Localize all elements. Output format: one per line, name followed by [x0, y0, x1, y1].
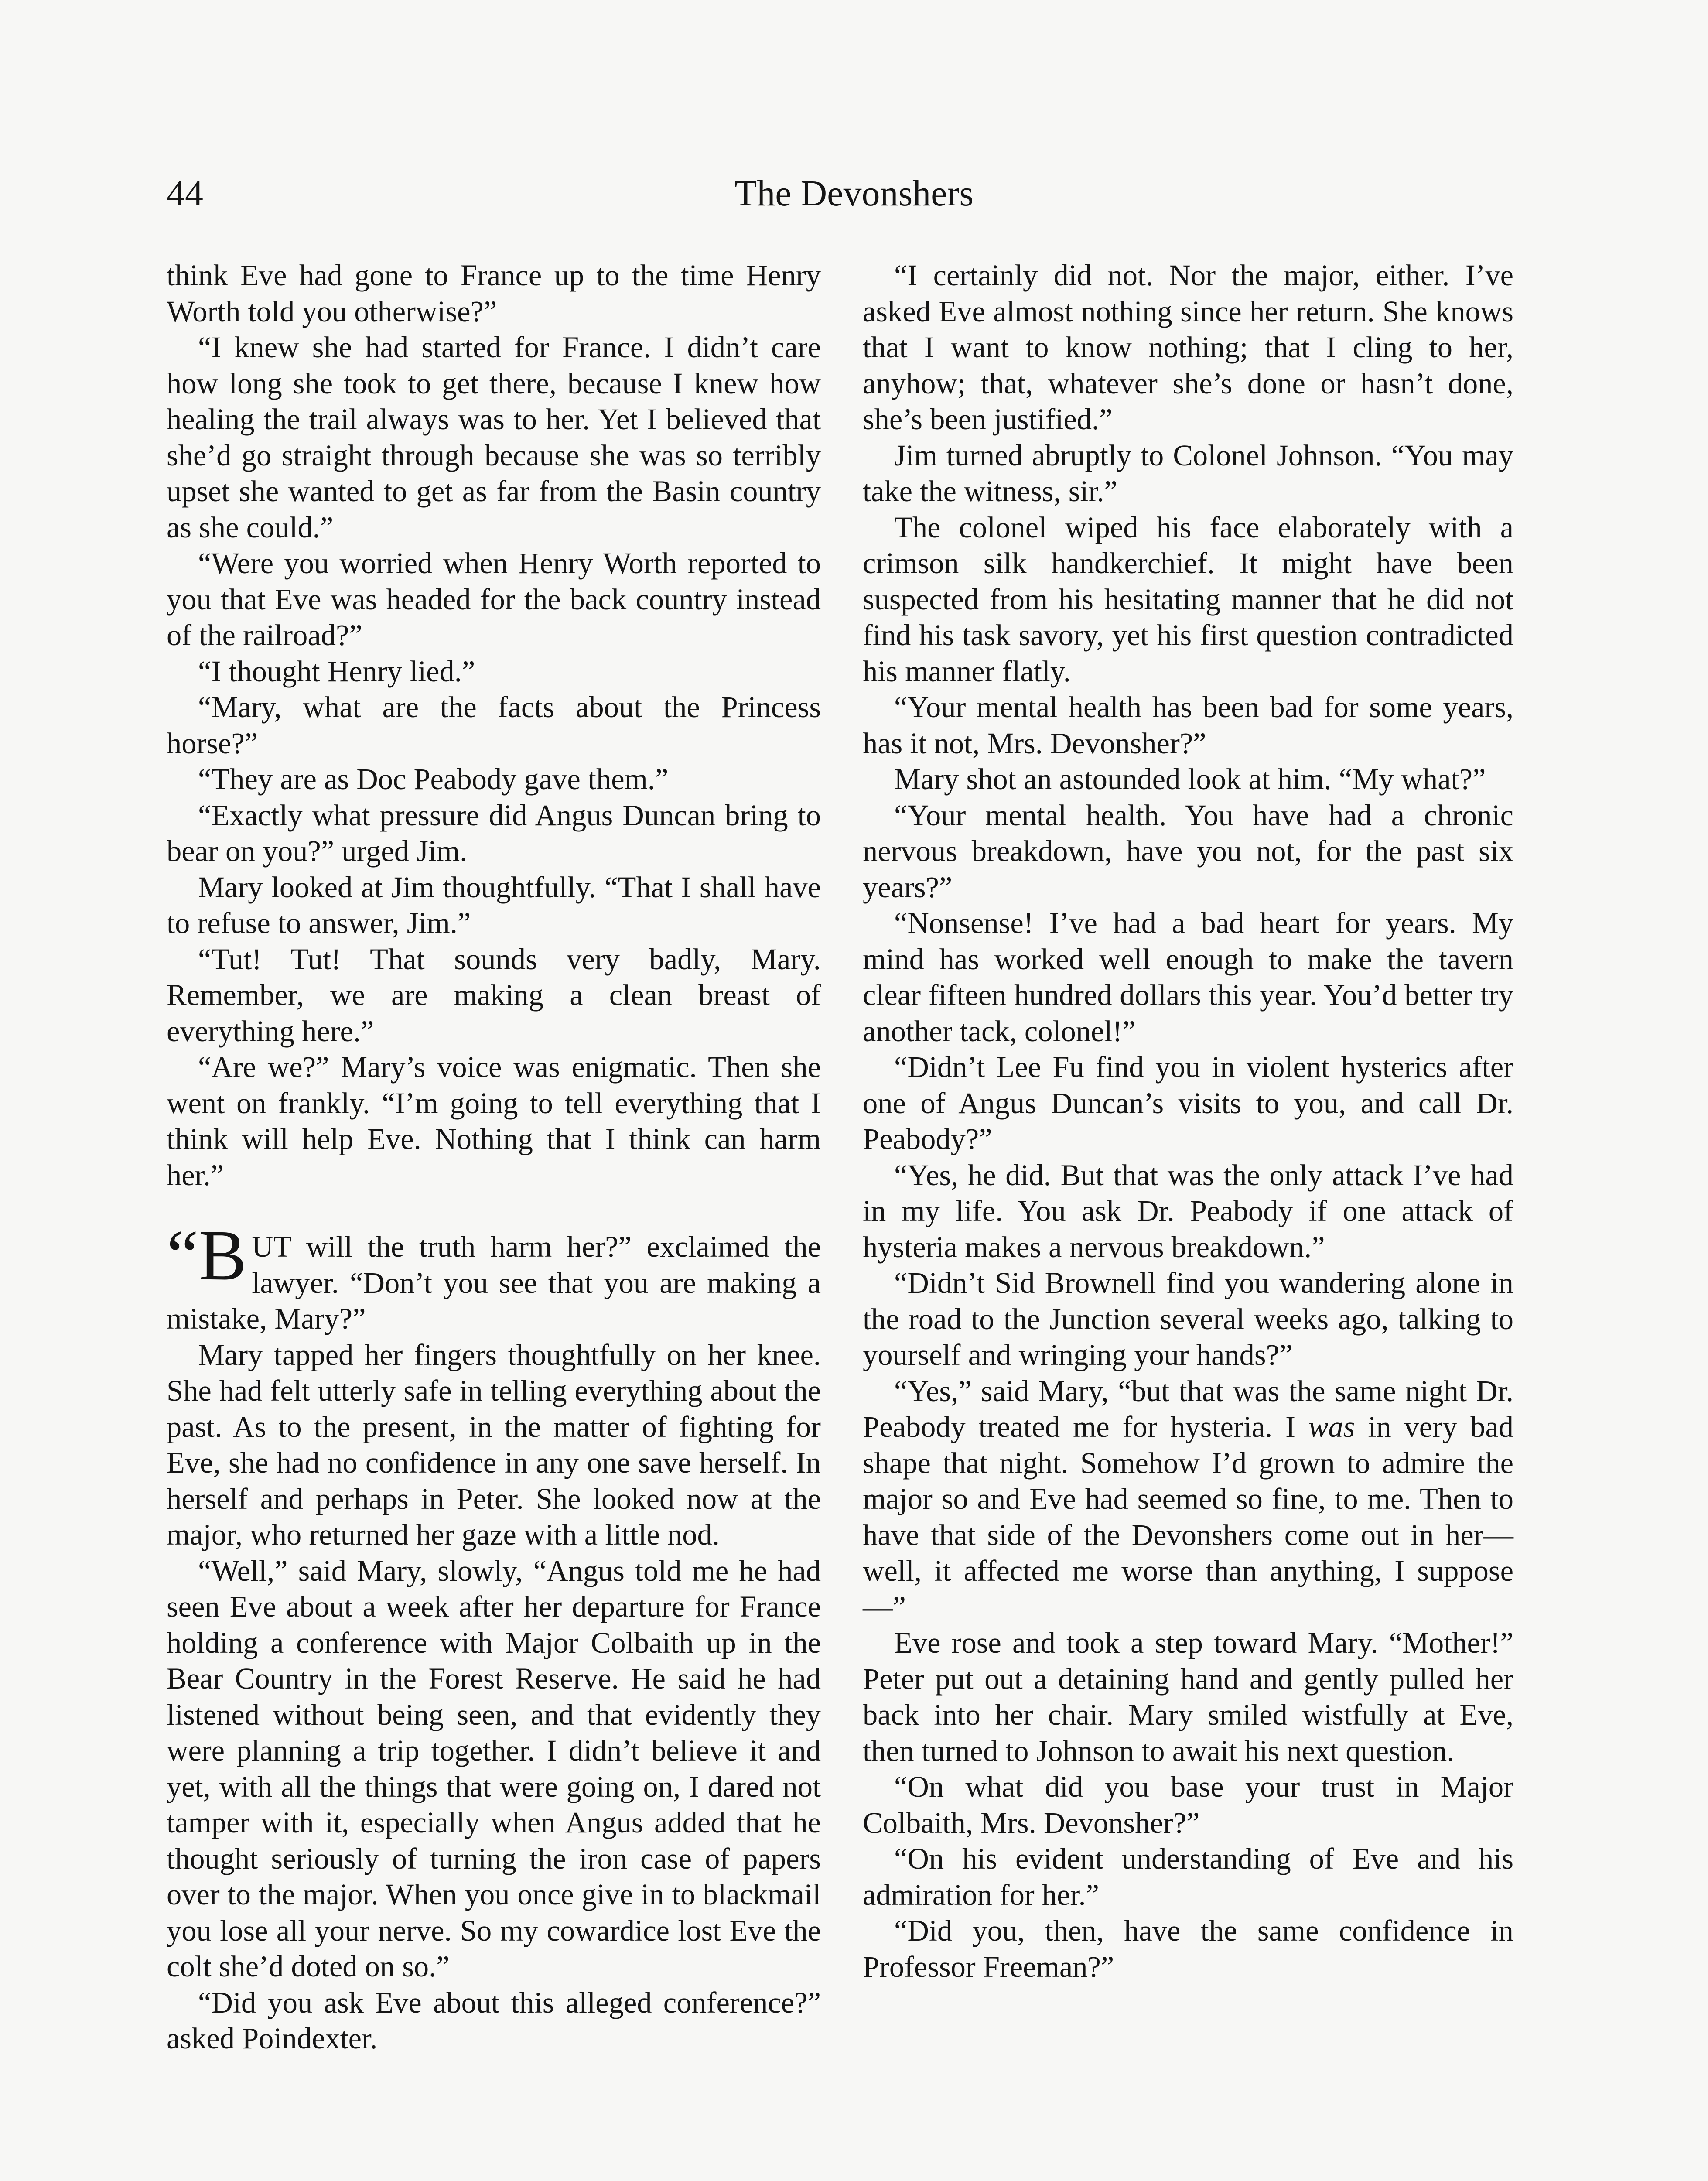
paragraph: Eve rose and took a step toward Mary. “Mother!” Peter put out a detaining hand and gently pulled her back into her chair. Mary smiled wistfully at Eve, then turned to Johnson to await his next question.: [863, 1626, 1513, 1767]
paragraph: Mary looked at Jim thoughtfully. “That I shall have to refuse to answer, Jim.”: [167, 870, 821, 940]
paragraph: “I thought Henry lied.”: [198, 654, 475, 688]
paragraph: “Tut! Tut! That sounds very badly, Mary. Remember, we are making a clean breast of everything here.”: [167, 942, 821, 1048]
page-header: [0, 172, 1708, 220]
paragraph: “On what did you base your trust in Major Colbaith, Mrs. Devonsher?”: [863, 1770, 1513, 1839]
running-title: The Devonshers: [734, 173, 974, 214]
paragraph: Mary tapped her fingers thoughtfully on her knee. She had felt utterly safe in telling everything about the past. As to the present, in the matter of fighting for Eve, she had no confidence in any one save herself. In herself and perhaps in Peter. She looked now at the major, who returned her gaze with a little nod.: [167, 1338, 821, 1551]
page-number: 44: [167, 173, 203, 214]
paragraph: “Yes, he did. But that was the only attack I’ve had in my life. You ask Dr. Peabody if one attack of hysteria makes a nervous breakdown.”: [863, 1158, 1513, 1264]
section-start-paragraph: [167, 1215, 821, 1337]
paragraph: “Were you worried when Henry Worth reported to you that Eve was headed for the back country instead of the railroad?”: [167, 547, 821, 652]
paragraph-text: in very bad shape that night. Somehow I’d grown to admire the major so and Eve had seemed so fine, to me. Then to have that side of the Devonshers come out in her—well, it affected me worse than anything, I suppose—”: [863, 1410, 1513, 1624]
paragraph: The colonel wiped his face elaborately with a crimson silk handkerchief. It might have been suspected from his hesitating manner that he did not find his task savory, yet his first question contradicted his manner flatly.: [863, 510, 1513, 688]
paragraph: “Your mental health has been bad for some years, has it not, Mrs. Devonsher?”: [863, 691, 1513, 760]
left-column: [167, 257, 821, 2057]
paragraph: Mary shot an astounded look at him. “My what?”: [894, 762, 1486, 796]
paragraph: “Are we?” Mary’s voice was enigmatic. Then she went on frankly. “I’m going to tell everything that I think will help Eve. Nothing that I think can harm her.”: [167, 1050, 821, 1192]
paragraph: “Did you, then, have the same confidence in Professor Freeman?”: [863, 1914, 1513, 1983]
paragraph: “Well,” said Mary, slowly, “Angus told me he had seen Eve about a week after her departure for France holding a conference with Major Colbaith up in the Bear Country in the Forest Reserve. He said he had listened without being seen, and that evidently they were planning a trip together. I didn’t believe it and yet, with all the things that were going on, I dared not tamper with it, especially when Angus added that he thought seriously of turning the iron case of papers over to the major. When you once give in to blackmail you lose all your nerve. So my cowardice lost Eve the colt she’d doted on so.”: [167, 1554, 821, 1983]
paragraph-text: UT will the truth harm her?” exclaimed the lawyer. “Don’t you see that you are making a mistake, Mary?”: [167, 1230, 821, 1335]
right-column: [863, 257, 1513, 1985]
drop-cap: “B: [167, 1215, 247, 1295]
paragraph: Jim turned abruptly to Colonel Johnson. “You may take the witness, sir.”: [863, 438, 1513, 508]
paragraph: “On his evident understanding of Eve and his admiration for her.”: [863, 1842, 1513, 1911]
paragraph: “I knew she had started for France. I didn’t care how long she took to get there, because I knew how healing the trail always was to her. Yet I believed that she’d go straight through because she was so terribly upset she wanted to get as far from the Basin country as she could.”: [167, 331, 821, 544]
paragraph: “Did you ask Eve about this alleged conference?” asked Poindexter.: [167, 1986, 821, 2055]
paragraph: “I certainly did not. Nor the major, either. I’ve asked Eve almost nothing since her return. She knows that I want to know nothing; that I cling to her, anyhow; that, whatever she’s done or hasn’t done, she’s been justified.”: [863, 259, 1513, 436]
paragraph: “Exactly what pressure did Angus Duncan bring to bear on you?” urged Jim.: [167, 798, 821, 868]
paragraph-text: “Yes,” said Mary, “but that was the same night Dr. Peabody treated me for hysteria. I: [863, 1374, 1513, 1443]
paragraph: think Eve had gone to France up to the time Henry Worth told you otherwise?”: [167, 259, 821, 328]
paragraph: “Didn’t Sid Brownell find you wandering alone in the road to the Junction several weeks ago, talking to yourself and wringing your hands?”: [863, 1266, 1513, 1371]
paragraph: “Nonsense! I’ve had a bad heart for years. My mind has worked well enough to make the tavern clear fifteen hundred dollars this year. You’d better try another tack, colonel!”: [863, 906, 1513, 1048]
emphasis-text: was: [1308, 1410, 1355, 1443]
paragraph: “Didn’t Lee Fu find you in violent hysterics after one of Angus Duncan’s visits to you, and call Dr. Peabody?”: [863, 1050, 1513, 1155]
paragraph: [863, 1373, 1513, 1625]
paragraph: “Your mental health. You have had a chronic nervous breakdown, have you not, for the past six years?”: [863, 798, 1513, 904]
paragraph: “Mary, what are the facts about the Princess horse?”: [167, 691, 821, 760]
paragraph: “They are as Doc Peabody gave them.”: [198, 762, 669, 796]
